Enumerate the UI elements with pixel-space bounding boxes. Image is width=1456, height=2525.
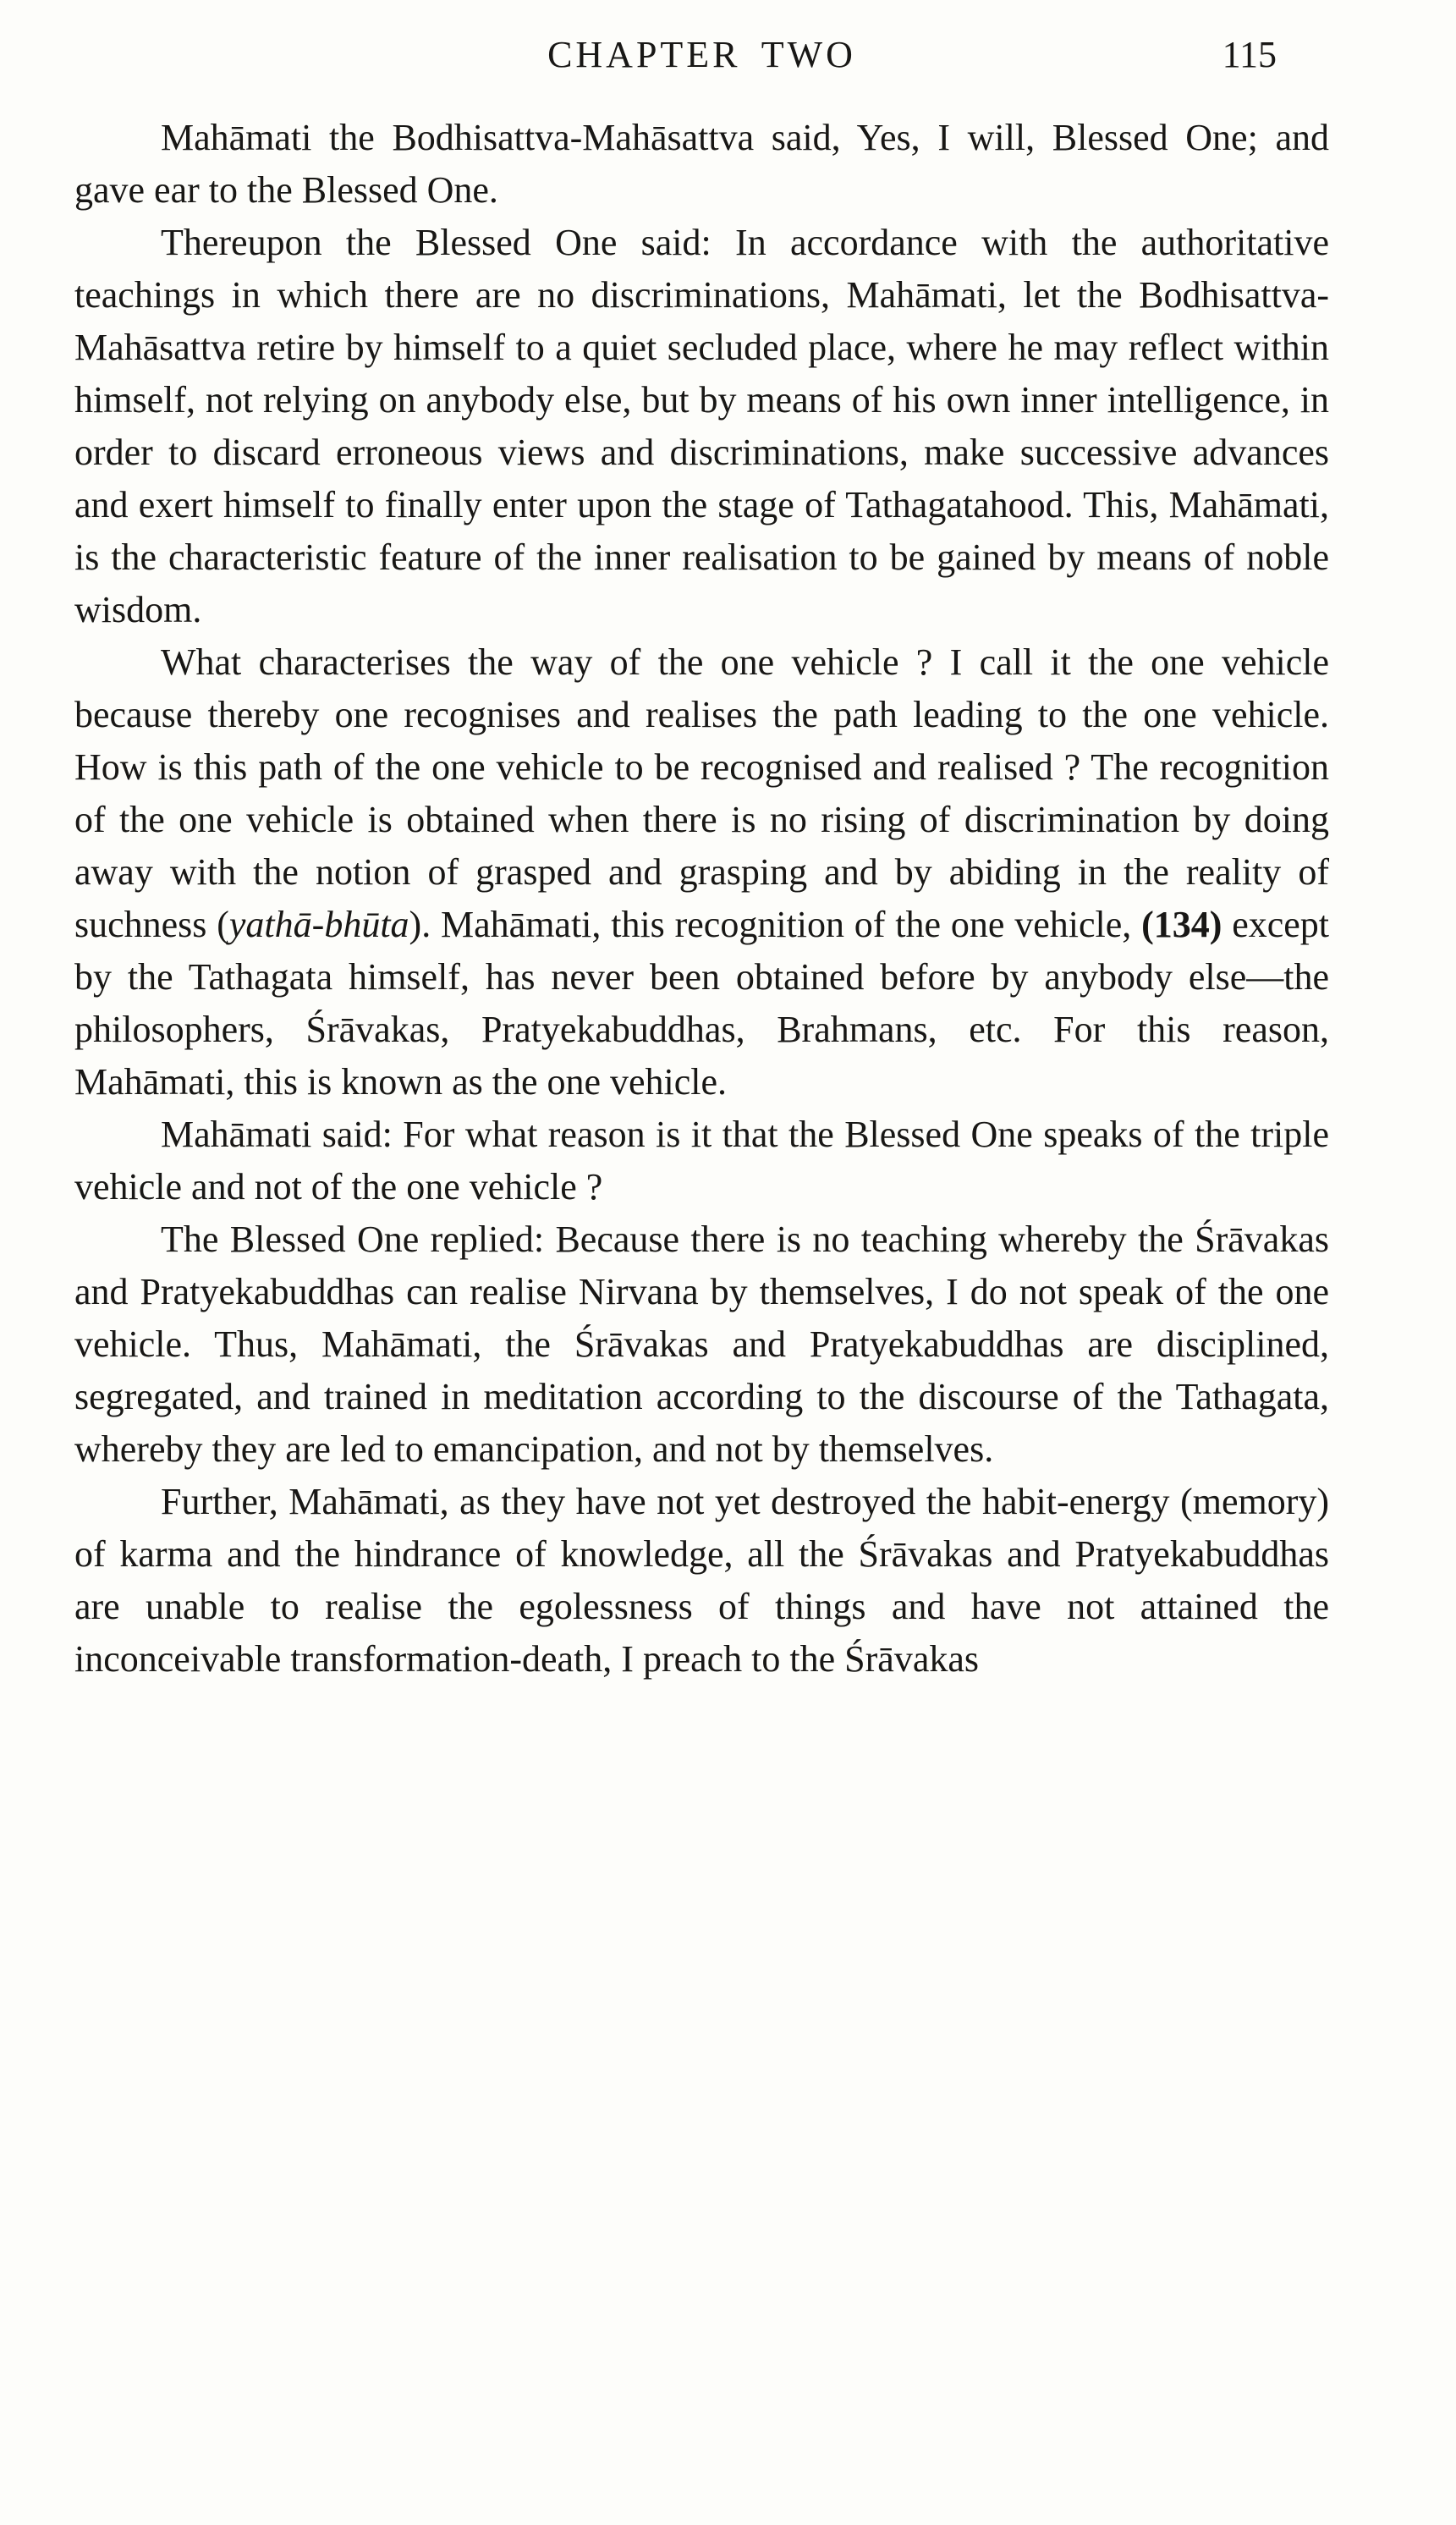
- text-run: The Blessed One replied: Because there is no teaching whereby the Śrāvakas and Pratyekabuddhas can realise Nirvana by themselves, I do not speak of the one vehicle. Thus, Mahāmati, the Śrāvakas and Pratyekabuddhas are disciplined, segregated, and trained in meditation according to the discourse of the Tathagata, whereby they are led to emancipation, and not by themselves.: [74, 1218, 1329, 1470]
- text-body: [74, 112, 1329, 1686]
- text-run: Mahāmati said: For what reason is it that the Blessed One speaks of the triple vehicle and not of the one vehicle ?: [74, 1114, 1329, 1207]
- italic-term: yathā-bhūta: [228, 904, 409, 945]
- text-run: except by the Tathagata himself, has never been obtained before by anybody else—the philosophers, Śrāvakas, Pratyekabuddhas, Brahmans, etc. For this reason, Mahāmati, this is known as the one vehicle.: [74, 904, 1330, 1103]
- text-run: ). Mahāmati, this recognition of the one vehicle,: [409, 904, 1142, 945]
- text-run: Thereupon the Blessed One said: In accordance with the authoritative teachings in which there are no discriminations, Mahāmati, let the Bodhisattva-Mahāsattva retire by himself to a quiet secluded place, where he may reflect within himself, not relying on anybody else, but by means of his own inner intelligence, in order to discard erroneous views and discriminations, make successive advances and exert himself to finally enter upon the stage of Tathagatahood. This, Mahāmati, is the characteristic feature of the inner realisation to be gained by means of noble wisdom.: [74, 222, 1329, 630]
- paragraph: [74, 1213, 1329, 1476]
- section-number: (134): [1141, 904, 1222, 945]
- text-run: Mahāmati the Bodhisattva-Mahāsattva said, Yes, I will, Blessed One; and gave ear to the Blessed One.: [74, 117, 1329, 211]
- text-run: Further, Mahāmati, as they have not yet destroyed the habit-energy (memory) of karma and the hindrance of knowledge, all the Śrāvakas and Pratyekabuddhas are unable to realise the egolessness of things and have not attained the inconceivable transformation-death, I preach to the Śrāvakas: [74, 1481, 1329, 1680]
- text-run: What characterises the way of the one vehicle ? I call it the one vehicle because thereby one recognises and realises the path leading to the one vehicle. How is this path of the one vehicle to be recognised and realised ? The recognition of the one vehicle is obtained when there is no rising of discrimination by doing away with the notion of grasped and grasping and by abiding in the reality of suchness (: [74, 641, 1329, 945]
- paragraph: [74, 217, 1329, 636]
- page-header: [74, 29, 1329, 81]
- paragraph: [74, 636, 1329, 1108]
- paragraph: [74, 1476, 1329, 1686]
- paragraph: [74, 112, 1329, 217]
- paragraph: [74, 1108, 1329, 1213]
- chapter-title: CHAPTER TWO: [547, 34, 856, 75]
- page-number: 115: [1222, 34, 1277, 75]
